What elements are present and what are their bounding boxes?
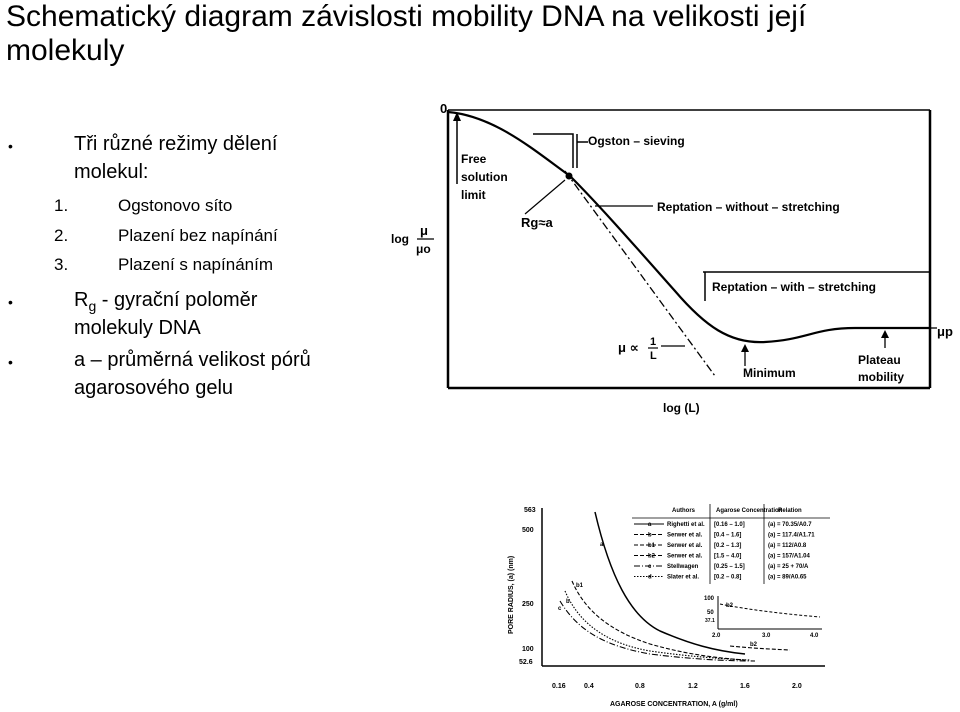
- list-item-number: 2.: [54, 226, 69, 245]
- legend-author: Serwer et al.: [667, 553, 703, 560]
- bullet-pore-line2: agarosového gelu: [74, 377, 234, 399]
- curve-b1: [572, 581, 745, 660]
- curve-label-a: a: [600, 542, 604, 548]
- curve-label-b: b: [566, 599, 570, 605]
- curve-b: [565, 591, 750, 660]
- curve-label-c: c: [558, 606, 562, 612]
- inset-y-37-1: 37.1: [705, 618, 715, 624]
- bullet-pore-line1: a – průměrná velikost pórů: [74, 349, 311, 371]
- bullet-dot: •: [8, 354, 13, 370]
- legend-author: Serwer et al.: [667, 532, 703, 539]
- legend-concentration: [1.5 – 4.0]: [714, 553, 742, 560]
- rep-with-label: Reptation – with – stretching: [712, 280, 877, 294]
- x-tick-1-2: 1.2: [688, 683, 698, 690]
- plateau-arrowhead: [881, 330, 889, 338]
- one-label: 1: [650, 336, 657, 348]
- legend-concentration: [0.2 – 0.8]: [714, 574, 742, 581]
- header-authors: Authors: [672, 508, 695, 514]
- legend-key-b1: b1: [648, 543, 656, 549]
- legend-concentration: [0.16 – 1.0]: [714, 522, 745, 528]
- bullet-regimes-line1: Tři různé režimy dělení: [74, 133, 278, 155]
- rg-symbol: R: [74, 289, 89, 311]
- legend-rows: [634, 522, 815, 581]
- y-tick-500: 500: [522, 527, 534, 534]
- legend-relation: (a) = 112/A0.8: [768, 543, 807, 549]
- legend-concentration: [0.25 – 1.5]: [714, 564, 745, 570]
- x-tick-0-8: 0.8: [635, 683, 645, 690]
- x-tick-1-6: 1.6: [740, 683, 750, 690]
- y-ticks: [519, 507, 536, 666]
- legend-author: Slater et al.: [667, 574, 700, 581]
- y-tick-100: 100: [522, 646, 534, 653]
- bullet-dot: •: [8, 294, 13, 310]
- y-tick-250: 250: [522, 601, 534, 608]
- x-tick-0-16: 0.16: [552, 683, 566, 690]
- curve-label-b1: b1: [576, 583, 584, 589]
- legend-author: Stellwagen: [667, 564, 699, 570]
- page-title: Schematický diagram závislosti mobility DNA na velikosti její molekuly: [6, 0, 807, 67]
- mobility-schematic: [385, 96, 960, 428]
- free-solution-label: Free solution limit: [461, 152, 508, 202]
- bullet-regimes-line2: molekul:: [74, 161, 149, 183]
- legend-relation: (a) = 70.35/A0.7: [768, 522, 812, 528]
- bullet-rg-line2: molekuly DNA: [74, 317, 201, 339]
- x-ticks: [552, 683, 802, 690]
- x-tick-2-0: 2.0: [792, 683, 802, 690]
- y-axis-label: PORE RADIUS, (a) (nm): [508, 555, 515, 634]
- rg-point: [566, 173, 573, 180]
- legend-relation: (a) = 25 + 70/A: [768, 564, 809, 570]
- l-label: L: [650, 350, 657, 362]
- inset-y-50: 50: [707, 610, 714, 616]
- legend-key-d: d: [648, 574, 652, 581]
- list-item-number: 3.: [54, 255, 69, 274]
- list-item-label: Plazení s napínáním: [118, 255, 273, 274]
- bullet-dot: •: [8, 138, 13, 154]
- x-axis-label: log (L): [663, 401, 700, 415]
- legend-key-c: c: [648, 564, 652, 570]
- minimum-arrowhead: [741, 344, 749, 352]
- y-axis-log: log: [391, 232, 409, 246]
- y-tick-52-6: 52.6: [519, 659, 533, 666]
- rg-pointer: [525, 180, 565, 214]
- y-axis-mu: μ: [420, 223, 428, 238]
- rg-label: Rg≈a: [521, 215, 553, 230]
- header-relation: Relation: [778, 508, 802, 514]
- plateau-label: Plateau mobility: [858, 353, 905, 384]
- legend-key-b: b: [648, 532, 652, 539]
- inset-label-b2: b2: [726, 603, 734, 609]
- inset-plot: [704, 596, 822, 639]
- list-item-label: Ogstonovo síto: [118, 196, 233, 215]
- inset-y-100: 100: [704, 596, 715, 602]
- curve-b2: [730, 646, 790, 650]
- list-item-number: 1.: [54, 196, 69, 215]
- legend-author: Righetti et al.: [667, 522, 705, 528]
- x-axis-label: AGAROSE CONCENTRATION, A (g/ml): [610, 701, 738, 708]
- pore-radius-chart: [500, 496, 850, 712]
- ogston-label: Ogston – sieving: [588, 134, 685, 148]
- x-tick-0-4: 0.4: [584, 683, 594, 690]
- ogston-bracket-right: [577, 134, 588, 168]
- legend-concentration: [0.4 – 1.6]: [714, 532, 742, 539]
- y-axis-mu0: μo: [416, 242, 431, 256]
- legend-author: Serwer et al.: [667, 543, 703, 549]
- header-concentration: Agarose Concentration: [716, 508, 783, 514]
- list-item-label: Plazení bez napínání: [118, 226, 278, 245]
- inset-curve-b2: [720, 604, 820, 617]
- legend-key-a: a: [648, 522, 652, 528]
- rep-without-label: Reptation – without – stretching: [657, 200, 840, 214]
- rg-subscript: g: [88, 298, 97, 314]
- legend-relation: (a) = 89/A0.65: [768, 574, 807, 581]
- legend-relation: (a) = 117.4/A1.71: [768, 532, 815, 539]
- legend-key-b2: b2: [648, 553, 656, 560]
- inset-x-3: 3.0: [762, 633, 771, 639]
- inset-x-4: 4.0: [810, 633, 819, 639]
- legend-concentration: [0.2 – 1.3]: [714, 543, 742, 549]
- minimum-label: Minimum: [743, 366, 796, 380]
- inset-x-2: 2.0: [712, 633, 721, 639]
- legend-relation: (a) = 157/A1.04: [768, 553, 810, 560]
- y-tick-563: 563: [524, 507, 536, 514]
- mup-label: μp: [937, 324, 953, 339]
- rg-description: - gyrační poloměr: [96, 289, 258, 311]
- zero-label: 0: [440, 101, 448, 116]
- curve-label-b2: b2: [750, 642, 758, 648]
- mu-prop-label: μ ∝: [618, 340, 639, 355]
